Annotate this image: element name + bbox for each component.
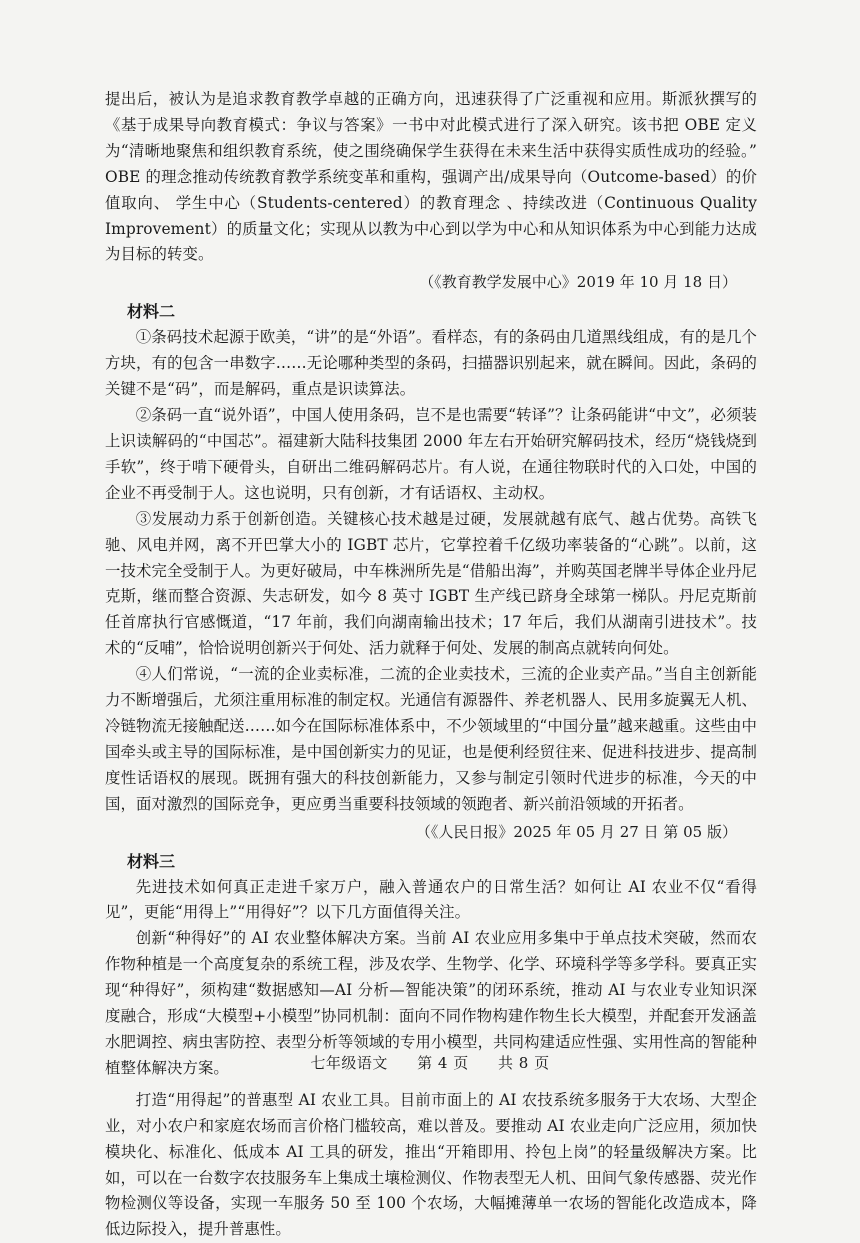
material-two-source: （《人民日报》2025 年 05 月 27 日 第 05 版） [415,822,737,841]
material-one-source: （《教育教学发展中心》2019 年 10 月 18 日） [419,273,737,292]
material-three-paragraph-2: 创新“种得好”的 AI 农业整体解决方案。当前 AI 农业应用多集中于单点技术突破，然而农作物种植是一个高度复杂的系统工程，涉及农学、生物学、化学、环境科学等多学科。要真正实现“种得好”，须构建“数据感知—AI 分析—智能决策”的闭环系统，推动 AI 与农业专业知识深度融合，形成“大模型+小模型”协同机制：面向不同作物构建作物生长大模型，并配套开发涵盖水肥调控、病虫害防控、表型分析等领域的专用小模型，共同构建适应性强、实用性高的智能种植整体解决方案。 [105,929,757,1077]
material-one-paragraph: 提出后，被认为是追求教育教学卓越的正确方向，迅速获得了广泛重视和应用。斯派狄撰写的《基于成果导向教育模式：争议与答案》一书中对此模式进行了深入研究。该书把 OBE 定义为“清晰地聚焦和组织教育系统，使之围绕确保学生获得在未来生活中获得实质性成功的经验。” OBE 的理念推动传统教育教学系统变革和重构，强调产出/成果导向（Outcome-based）的价值取向、 学生中心（Students-centered）的教育理念 、持续改进（Continuous Quality Improvement）的质量文化；实现从以教为中心到以学为中心和从知识体系为中心到能力达成为目标的转变。 [105,90,757,264]
footer-subject: 七年级语文 [310,1054,388,1072]
material-two-heading: 材料二 [127,302,176,322]
material-three-heading: 材料三 [127,851,176,871]
page-footer [0,1052,860,1073]
footer-page-number: 第 4 页 [417,1054,469,1072]
material-two-paragraph-4: ④人们常说，“一流的企业卖标准，二流的企业卖技术，三流的企业卖产品。”当自主创新能力不断增强后，尤须注重用标准的制定权。光通信有源器件、养老机器人、民用多旋翼无人机、冷链物流无接触配送……如今在国际标准体系中，不少领域里的“中国分量”越来越重。这些由中国牵头或主导的国际标准，是中国创新实力的见证，也是便利经贸往来、促进科技进步、提高制度性话语权的展现。既拥有强大的科技创新能力，又参与制定引领时代进步的标准，今天的中国，面对激烈的国际竞争，更应勇当重要科技领域的领跑者、新兴前沿领域的开拓者。 [105,665,757,813]
material-two-paragraph-2: ②条码一直“说外语”，中国人使用条码，岂不是也需要“转译”？让条码能讲“中文”，必须装上识读解码的“中国芯”。福建新大陆科技集团 2000 年左右开始研究解码技术，经历“烧钱烧到手软”，终于啃下硬骨头，自研出二维码解码芯片。有人说，在通往物联时代的入口处，中国的企业不再受制于人。这也说明，只有创新，才有话语权、主动权。 [105,406,757,502]
material-three-paragraph-3: 打造“用得起”的普惠型 AI 农业工具。目前市面上的 AI 农技系统多服务于大农场、大型企业，对小农户和家庭农场而言价格门槛较高，难以普及。要推动 AI 农业走向广泛应用，须加快模块化、标准化、低成本 AI 工具的研发，推出“开箱即用、拎包上岗”的轻量级解决方案。比如，可以在一台数字农技服务车上集成土壤检测仪、作物表型无人机、田间气象传感器、荧光作物检测仪等设备，实现一车服务 50 至 100 个农场，大幅摊薄单一农场的智能化改造成本，降低边际投入，提升普惠性。 [105,1090,757,1239]
material-three-paragraph-1: 先进技术如何真正走进千家万户，融入普通农户的日常生活？如何让 AI 农业不仅“看得见”，更能“用得上”“用得好”？以下几方面值得关注。 [105,877,757,922]
material-two-paragraph-3: ③发展动力系于创新创造。关键核心技术越是过硬，发展就越有底气、越占优势。高铁飞驰、风电并网，离不开巴掌大小的 IGBT 芯片，它掌控着千亿级功率装备的“心跳”。以前，这一技术完全受制于人。为更好破局，中车株洲所先是“借船出海”，并购英国老牌半导体企业丹尼克斯，继而整合资源、失志研发，如今 8 英寸 IGBT 生产线已跻身全球第一梯队。丹尼克斯前任首席执行官感慨道，“17 年前，我们向湖南输出技术；17 年后，我们从湖南引进技术”。技术的“反哺”，恰恰说明创新兴于何处、活力就释于何处、发展的制高点就转向何处。 [105,509,757,658]
material-two-paragraph-1: ①条码技术起源于欧美，“讲”的是“外语”。看样态，有的条码由几道黑线组成，有的是几个方块，有的包含一串数字……无论哪种类型的条码，扫描器识别起来，就在瞬间。因此，条码的关键不是“码”，而是解码，重点是识读算法。 [105,328,757,399]
footer-total-pages: 共 8 页 [498,1054,550,1072]
